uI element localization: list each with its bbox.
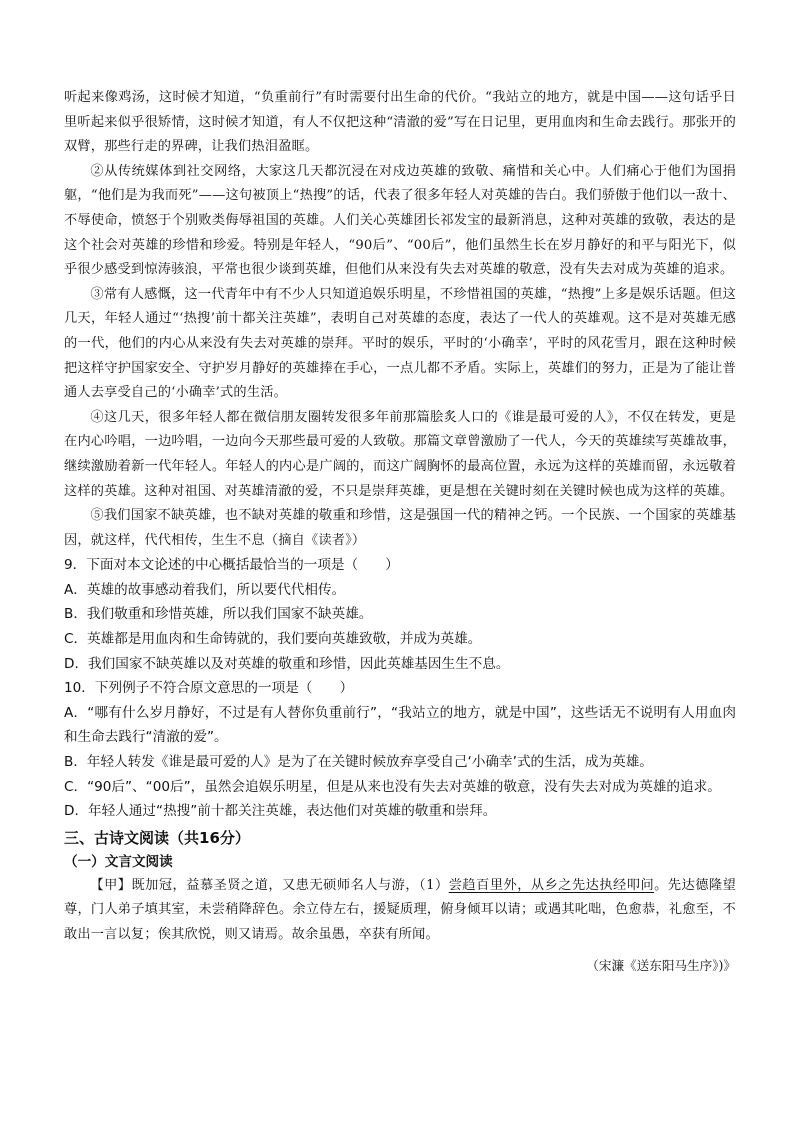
question-9-option-c: C．英雄都是用血肉和生命铸就的，我们要向英雄致敬，并成为英雄。 — [64, 631, 482, 648]
question-10-option-a: A．“哪有什么岁月静好，不过是有人替你负重前行”，“我站立的地方，就是中国”，这些话无不说明有人用血肉和生命去践行“清澈的爱”。 — [64, 704, 736, 746]
passage-paragraph-2: ②从传统媒体到社交网络，大家这几天都沉浸在对戍边英雄的致敬、痛惜和关心中。人们痛心于他们为国捐躯，“他们是为我而死”——这句被顶上“热搜”的话，代表了很多年轻人对英雄的告白。我们骄傲于他们以一敌十、不辱使命，愤怒于个别败类侮辱祖国的英雄。人们关心英雄团长祁发宝的最新消息，这种对英雄的致敬，表达的是这个社会对英雄的珍惜和珍爱。特别是年轻人，“90后”、“00后”，他们虽然生长在岁月静好的和平与阳光下，似乎很少感受到惊涛骇浪，平常也很少谈到英雄，但他们从来没有失去对英雄的敬意，没有失去对成为英雄的追求。 — [64, 163, 736, 278]
question-9-option-a: A．英雄的故事感动着我们，所以要代代相传。 — [64, 581, 346, 598]
classical-text-after: 。先达德隆望尊，门人弟子填其室，未尝稍降辞色。余立侍左右，援疑质理，俯身倾耳以请；或遇其叱咄，色愈恭，礼愈至，不敢出一言以复；俟其欣悦，则又请焉。故余虽愚，卒获有所闻。 — [64, 877, 736, 942]
question-10 — [64, 676, 736, 824]
question-10-option-d: D．年轻人通过“热搜”前十都关注英雄，表达他们对英雄的敬重和崇拜。 — [64, 803, 497, 820]
passage-paragraph-4: ④这几天，很多年轻人都在微信朋友圈转发很多年前那篇脍炙人口的《谁是最可爱的人》，不仅在转发，更是在内心吟唱，一边吟唱，一边向今天那些最可爱的人致敬。那篇文章曾激励了一代人，今天的英雄续写英雄故事，继续激励着新一代年轻人。年轻人的内心是广阔的，而这广阔胸怀的最高位置，永远为这样的英雄而留，永远敬着这样的英雄。这种对祖国、对英雄清澈的爱，不只是崇拜英雄，更是想在关键时刻在关键时候也成为这样的英雄。 — [64, 409, 736, 499]
classical-text-jia — [64, 874, 736, 948]
section-title: 三、古诗文阅读（共16分） — [64, 828, 250, 847]
question-9-option-d: D．我们国家不缺英雄以及对英雄的敬重和珍惜，因此英雄基因生生不息。 — [64, 655, 510, 672]
classical-text-underlined: 尝趋百里外，从乡之先达执经叩问 — [448, 877, 655, 893]
question-10-option-b: B．年轻人转发《谁是最可爱的人》是为了在关键时候放弃享受自己‘小确幸’式的生活，成为英雄。 — [64, 754, 653, 771]
section-subtitle: （一）文言文阅读 — [64, 853, 173, 870]
passage-paragraph-intro: 听起来像鸡汤，这时候才知道，“负重前行”有时需要付出生命的代价。“我站立的地方，就是中国——这句话乎日里听起来似乎很矫情，这时候才知道，有人不仅把这种“清澈的爱”写在日记里，更用血肉和生命去践行。那张开的双臂，那些行走的界碑，让我们热泪盈眶。 — [64, 90, 736, 155]
question-9-stem: 9．下面对本文论述的中心概括最恰当的一项是（ ） — [64, 557, 399, 574]
classical-text-before: 【甲】既加冠，益慕圣贤之道，又患无硕师名人与游，（1） — [90, 877, 449, 893]
question-9 — [64, 553, 736, 676]
classical-text-source: （宋濂《送东阳马生序》)》 — [586, 957, 736, 973]
question-10-stem: 10．下列例子不符合原文意思的一项是（ ） — [64, 680, 354, 697]
passage-paragraph-3: ③常有人感慨，这一代青年中有不少人只知道追娱乐明星，不珍惜祖国的英雄，“热搜”上多是娱乐话题。但这几天，年轻人通过“‘热搜’前十都关注英雄”，表明自己对英雄的态度，表达了一代人的英雄观。这不是对英雄无感的一代，他们的内心从来没有失去对英雄的崇拜。平时的娱乐，平时的‘小确幸’，平时的风花雪月，跟在这种时候把这样守护国家安全、守护岁月静好的英雄捧在手心，一点儿都不矛盾。实际上，英雄们的努力，正是为了能让普通人去享受自己的‘小确幸’式的生活。 — [64, 286, 736, 401]
question-9-option-b: B．我们敬重和珍惜英雄，所以我们国家不缺英雄。 — [64, 606, 373, 623]
question-10-option-c: C．“90后”、“00后”，虽然会追娱乐明星，但是从来也没有失去对英雄的敬意，没有失去对成为英雄的追求。 — [64, 778, 721, 795]
exam-page — [64, 86, 736, 978]
passage-paragraph-5: ⑤我们国家不缺英雄，也不缺对英雄的敬重和珍惜，这是强国一代的精神之钙。一个民族、一个国家的英雄基因，就这样，代代相传，生生不息（摘自《读者》） — [64, 508, 736, 548]
